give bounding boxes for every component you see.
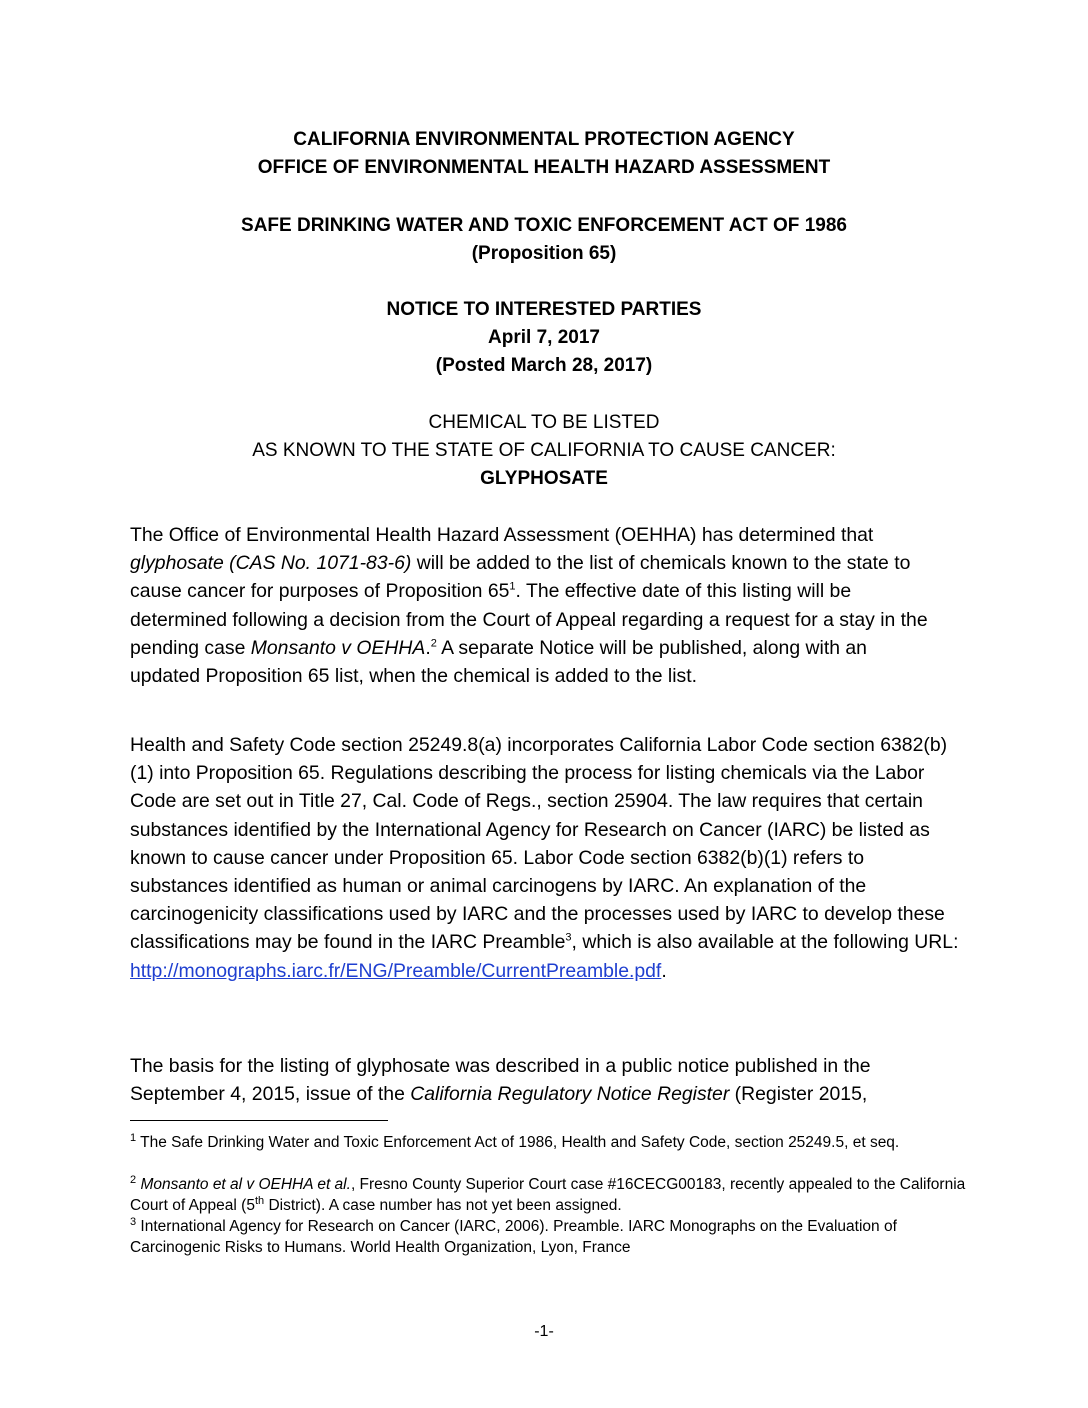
- page-number: -1-: [534, 1323, 554, 1340]
- footnote-ref-3[interactable]: 3: [565, 931, 572, 944]
- preamble-link[interactable]: http://monographs.iarc.fr/ENG/Preamble/CurrentPreamble.pdf: [130, 959, 662, 982]
- agency-heading: CALIFORNIA ENVIRONMENTAL PROTECTION AGENCY: [293, 129, 795, 150]
- chemical-heading-line1: CHEMICAL TO BE LISTED: [428, 412, 660, 433]
- footnote-1: $^1$ The Safe Drinking Water and Toxic Enforcement Act of 1986, Health and Safety Code, section 25249.5, et seq.: [130, 1131, 900, 1151]
- chemical-name: GLYPHOSATE: [480, 468, 608, 489]
- act-heading: SAFE DRINKING WATER AND TOXIC ENFORCEMENT ACT OF 1986: [241, 215, 847, 236]
- footnote-2: $^2$ Monsanto et al v OEHHA et al., Fresno County Superior Court case #16CECG00183, recently appealed to the California Court of Appeal (5th District). A case number has not yet been assigned.: [130, 1173, 966, 1214]
- paragraph-labor-code: Health and Safety Code section 25249.8(a) incorporates California Labor Code section 6382(b)(1) into Proposition 65. Regulations describing the process for listing chemicals via the Labor Code are set out in Title 27, Cal. Code of Regs., section 25904. The law requires that certain substances identified by the International Agency for Research on Cancer (IARC) be listed as known to cause cancer under Proposition 65. Labor Code section 6382(b)(1) refers to substances identified as human or animal carcinogens by IARC. An explanation of the carcinogenicity classifications used by IARC and the processes used by IARC to develop these classifications may be found in the IARC Preamble$^3$, which is also available at the following URL: http://monographs.iarc.fr/ENG/Preamble/CurrentPreamble.pdf.: [130, 734, 959, 982]
- register-title: California Regulatory Notice Register: [410, 1083, 730, 1106]
- office-heading: OFFICE OF ENVIRONMENTAL HEALTH HAZARD ASSESSMENT: [257, 157, 831, 178]
- notice-date: April 7, 2017: [488, 327, 600, 348]
- case-name: Monsanto v OEHHA: [250, 636, 426, 659]
- footnote-ref-1[interactable]: 1: [509, 580, 516, 593]
- paragraph-listing-basis: The basis for the listing of glyphosate was described in a public notice published in the September 4, 2015, issue of the California Regulatory Notice Register (Register 2015,: [130, 1055, 871, 1106]
- chemical-heading-line2: AS KNOWN TO THE STATE OF CALIFORNIA TO CAUSE CANCER:: [252, 440, 836, 461]
- proposition-heading: (Proposition 65): [471, 243, 617, 264]
- footnote-ref-2[interactable]: 2: [430, 637, 437, 650]
- chemical-cas: glyphosate (CAS No. 1071-83-6): [130, 552, 412, 575]
- footnote-3: $^3$ International Agency for Research on Cancer (IARC, 2006). Preamble. IARC Monographs on the Evaluation of Carcinogenic Risks to Humans. World Health Organization, Lyon, France: [130, 1215, 897, 1256]
- posted-date: (Posted March 28, 2017): [435, 355, 653, 376]
- footnote-divider: [130, 1120, 388, 1121]
- notice-heading: NOTICE TO INTERESTED PARTIES: [386, 299, 702, 320]
- paragraph-listing-determination: The Office of Environmental Health Hazard Assessment (OEHHA) has determined that glyphosate (CAS No. 1071-83-6) will be added to the list of chemicals known to the state to cause cancer for purposes of Proposition $65^1$. The effective date of this listing will be determined following a decision from the Court of Appeal regarding a request for a stay in the pending case Monsanto v OEHHA.$^2$ A separate Notice will be published, along with an updated Proposition 65 list, when the chemical is added to the list.: [130, 524, 928, 688]
